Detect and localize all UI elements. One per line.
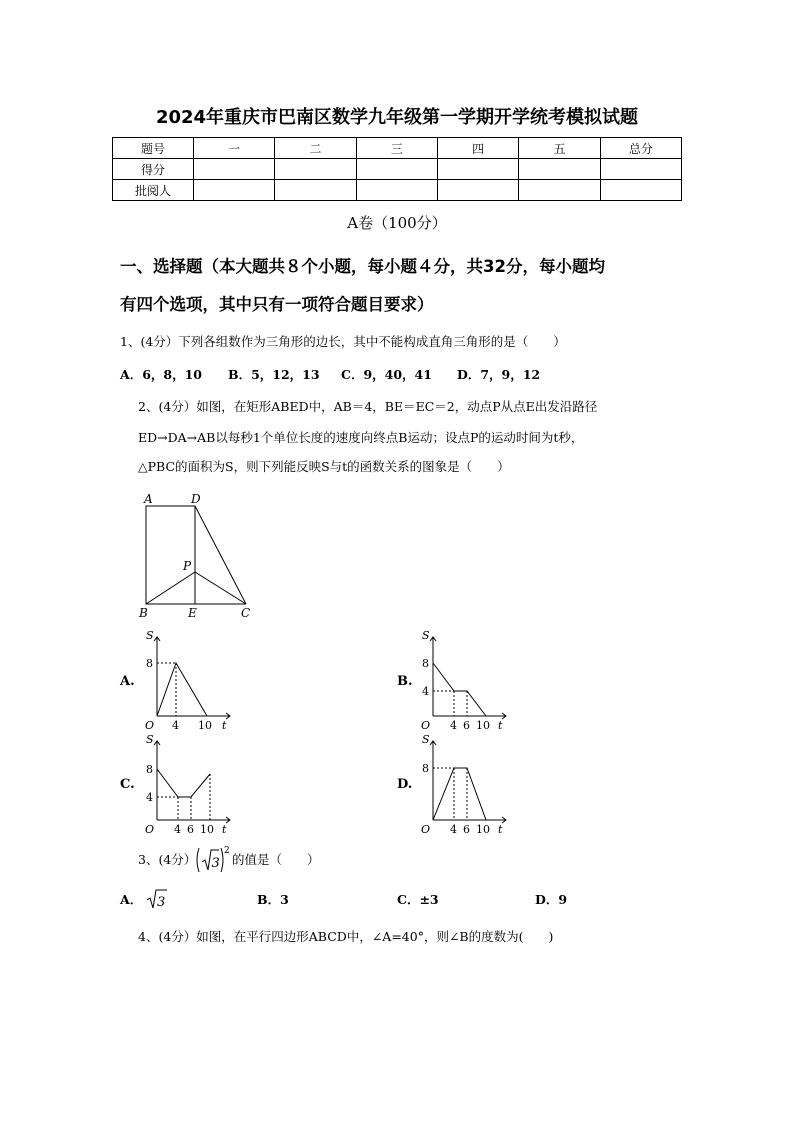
score-input-cell: [194, 159, 275, 180]
score-cell: 总分: [600, 138, 681, 159]
point-label-c: C: [241, 606, 251, 620]
score-cell: 三: [356, 138, 437, 159]
tick-label-4: 4: [450, 719, 457, 732]
score-cell: 批阅人: [113, 180, 194, 201]
score-cell: 二: [275, 138, 356, 159]
axis-label-t: t: [222, 719, 227, 732]
origin-label: O: [145, 719, 155, 732]
graph-choice-a-label: A.: [120, 674, 135, 689]
segment-pc: [195, 572, 246, 604]
score-input-cell: [194, 180, 275, 201]
question-2-figure: [130, 490, 260, 620]
page-title: 2024年重庆市巴南区数学九年级第一学期开学统考模拟试题: [155, 107, 639, 128]
graph-line: [157, 663, 207, 716]
axis-label-s: S: [146, 629, 154, 642]
axis-label-s: S: [422, 629, 430, 642]
rectangle-abed: [146, 506, 195, 604]
tick-label-4: 4: [422, 685, 429, 698]
question-4-stem: 4、(4分）如图，在平行四边形ABCD中，∠A=40°，则∠B的度数为( ): [138, 929, 554, 944]
score-input-cell: [437, 159, 518, 180]
tick-label-6: 6: [187, 823, 194, 836]
question-2-line1: 2、(4分）如图，在矩形ABED中，AB＝4，BE＝EC＝2，动点P从点E出发沿路径: [138, 399, 598, 414]
question-2-line2: ED→DA→AB以每秒1个单位长度的速度向终点B运动；设点P的运动时间为t秒，: [138, 430, 584, 445]
point-label-a: A: [144, 492, 153, 506]
graph-choice-a: [138, 628, 238, 733]
tick-label-10: 10: [476, 719, 490, 732]
question-3-stem-suffix: 的值是（ ）: [232, 852, 320, 867]
question-3-option-a-sqrt: [145, 887, 169, 911]
point-label-p: P: [183, 559, 192, 573]
tick-label-4: 4: [174, 823, 181, 836]
score-cell: 题号: [113, 138, 194, 159]
tick-label-6: 6: [463, 823, 470, 836]
tick-label-4: 4: [172, 719, 179, 732]
radicand: 3: [211, 856, 220, 871]
sqrt3-squared-expression: [194, 844, 230, 876]
score-input-cell: [519, 180, 600, 201]
graph-choice-b-label: B.: [397, 674, 413, 689]
score-table: [112, 137, 682, 201]
graph-choice-c: [138, 732, 238, 837]
section-heading-line2: 有四个选项，其中只有一项符合题目要求）: [120, 295, 434, 314]
tick-label-10: 10: [476, 823, 490, 836]
axis-label-s: S: [422, 733, 430, 746]
score-input-cell: [600, 159, 681, 180]
graph-choice-d-label: D.: [397, 777, 413, 792]
tick-label-4: 4: [146, 791, 153, 804]
question-3-option-c: C．±3: [397, 892, 439, 907]
score-cell: 四: [437, 138, 518, 159]
origin-label: O: [421, 719, 431, 732]
tick-label-4: 4: [450, 823, 457, 836]
graph-line: [157, 769, 210, 797]
graph-line: [433, 663, 486, 716]
question-3-option-d: D．9: [535, 892, 568, 907]
score-input-cell: [275, 159, 356, 180]
question-1-option-c: C．9，40，41: [341, 367, 432, 382]
section-heading-line1: 一、选择题（本大题共８个小题，每小题４分，共32分，每小题均: [120, 257, 605, 276]
score-input-cell: [356, 159, 437, 180]
question-1-stem: 1、(4分）下列各组数作为三角形的边长，其中不能构成直角三角形的是（ ）: [120, 334, 566, 349]
score-cell: 得分: [113, 159, 194, 180]
question-1-option-b: B．5，12，13: [228, 367, 320, 382]
tick-label-8: 8: [422, 762, 429, 775]
score-input-cell: [519, 159, 600, 180]
score-table-row: [113, 180, 682, 201]
tick-label-10: 10: [198, 719, 212, 732]
origin-label: O: [145, 823, 155, 836]
score-table-header-row: [113, 138, 682, 159]
segment-bp: [146, 572, 195, 604]
axis-label-s: S: [146, 733, 154, 746]
axis-label-t: t: [222, 823, 227, 836]
question-3-stem-prefix: 3、(4分）: [138, 852, 197, 867]
tick-label-10: 10: [200, 823, 214, 836]
point-label-d: D: [191, 492, 201, 506]
exponent: 2: [224, 846, 230, 856]
score-input-cell: [275, 180, 356, 201]
point-label-b: B: [139, 606, 148, 620]
point-label-e: E: [188, 606, 197, 620]
tick-label-8: 8: [146, 657, 153, 670]
score-cell: 一: [194, 138, 275, 159]
score-input-cell: [600, 180, 681, 201]
score-input-cell: [356, 180, 437, 201]
graph-choice-d: [414, 732, 514, 837]
graph-choice-b: [414, 628, 514, 733]
paper-part-heading: A卷（100分）: [347, 214, 447, 232]
score-input-cell: [437, 180, 518, 201]
right-paren: [221, 848, 223, 872]
axis-label-t: t: [498, 823, 503, 836]
tick-label-8: 8: [146, 763, 153, 776]
score-cell: 五: [519, 138, 600, 159]
axis-label-t: t: [498, 719, 503, 732]
left-paren: [197, 848, 199, 872]
tick-label-6: 6: [463, 719, 470, 732]
graph-line: [433, 768, 486, 820]
question-3-option-a-label: A．: [120, 892, 143, 907]
segment-dc: [195, 506, 246, 604]
graph-choice-c-label: C.: [120, 777, 135, 792]
question-3-option-b: B．3: [257, 892, 289, 907]
radicand: 3: [157, 895, 166, 910]
tick-label-8: 8: [422, 657, 429, 670]
question-1-option-d: D．7，9，12: [457, 367, 541, 382]
question-2-line3: △PBC的面积为S，则下列能反映S与t的函数关系的图象是（ ）: [138, 459, 510, 474]
question-1-option-a: A．6，8，10: [120, 367, 202, 382]
origin-label: O: [421, 823, 431, 836]
score-table-row: [113, 159, 682, 180]
